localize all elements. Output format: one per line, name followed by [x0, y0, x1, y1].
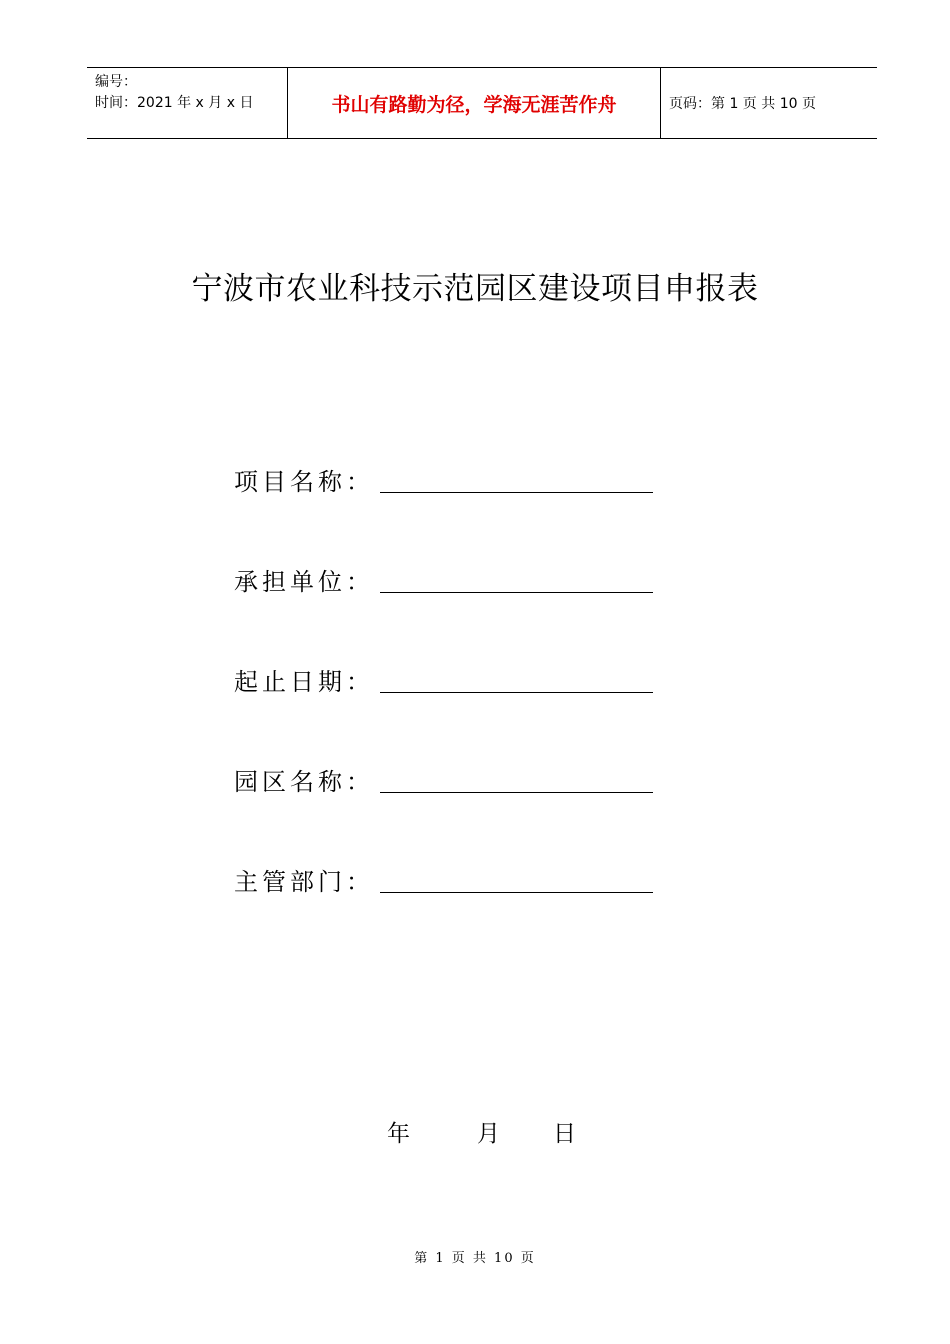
field-blank-line[interactable] [380, 466, 653, 493]
header-meta-cell [87, 68, 288, 138]
field-label: 主管部门： [234, 868, 374, 896]
field-label: 起止日期： [234, 668, 374, 696]
field-label: 园区名称： [234, 768, 374, 796]
header-table [87, 67, 877, 139]
page-footer: 第 1 页 共 10 页 [414, 1251, 536, 1266]
field-park-name [234, 762, 653, 797]
header-motto-cell [288, 68, 661, 138]
field-blank-line[interactable] [380, 866, 653, 893]
motto-text: 书山有路勤为径，学海无涯苦作舟 [331, 93, 617, 116]
field-label: 承担单位： [234, 568, 374, 596]
time-label: 时间：2021 年 x 月 x 日 [95, 95, 254, 111]
page-label: 页码：第 1 页 共 10 页 [669, 96, 816, 112]
field-blank-line[interactable] [380, 766, 653, 793]
field-blank-line[interactable] [380, 566, 653, 593]
field-supervising-dept [234, 862, 653, 897]
field-date-range [234, 662, 653, 697]
date-month: 月 [477, 1121, 500, 1147]
header-page-cell [661, 68, 877, 138]
field-blank-line[interactable] [380, 666, 653, 693]
field-undertaking-unit [234, 562, 653, 597]
document-title: 宁波市农业科技示范园区建设项目申报表 [191, 271, 759, 307]
serial-label: 编号： [95, 74, 137, 90]
date-day: 日 [553, 1121, 576, 1147]
date-year: 年 [387, 1121, 410, 1147]
field-label: 项目名称： [234, 468, 374, 496]
field-project-name [234, 462, 653, 497]
